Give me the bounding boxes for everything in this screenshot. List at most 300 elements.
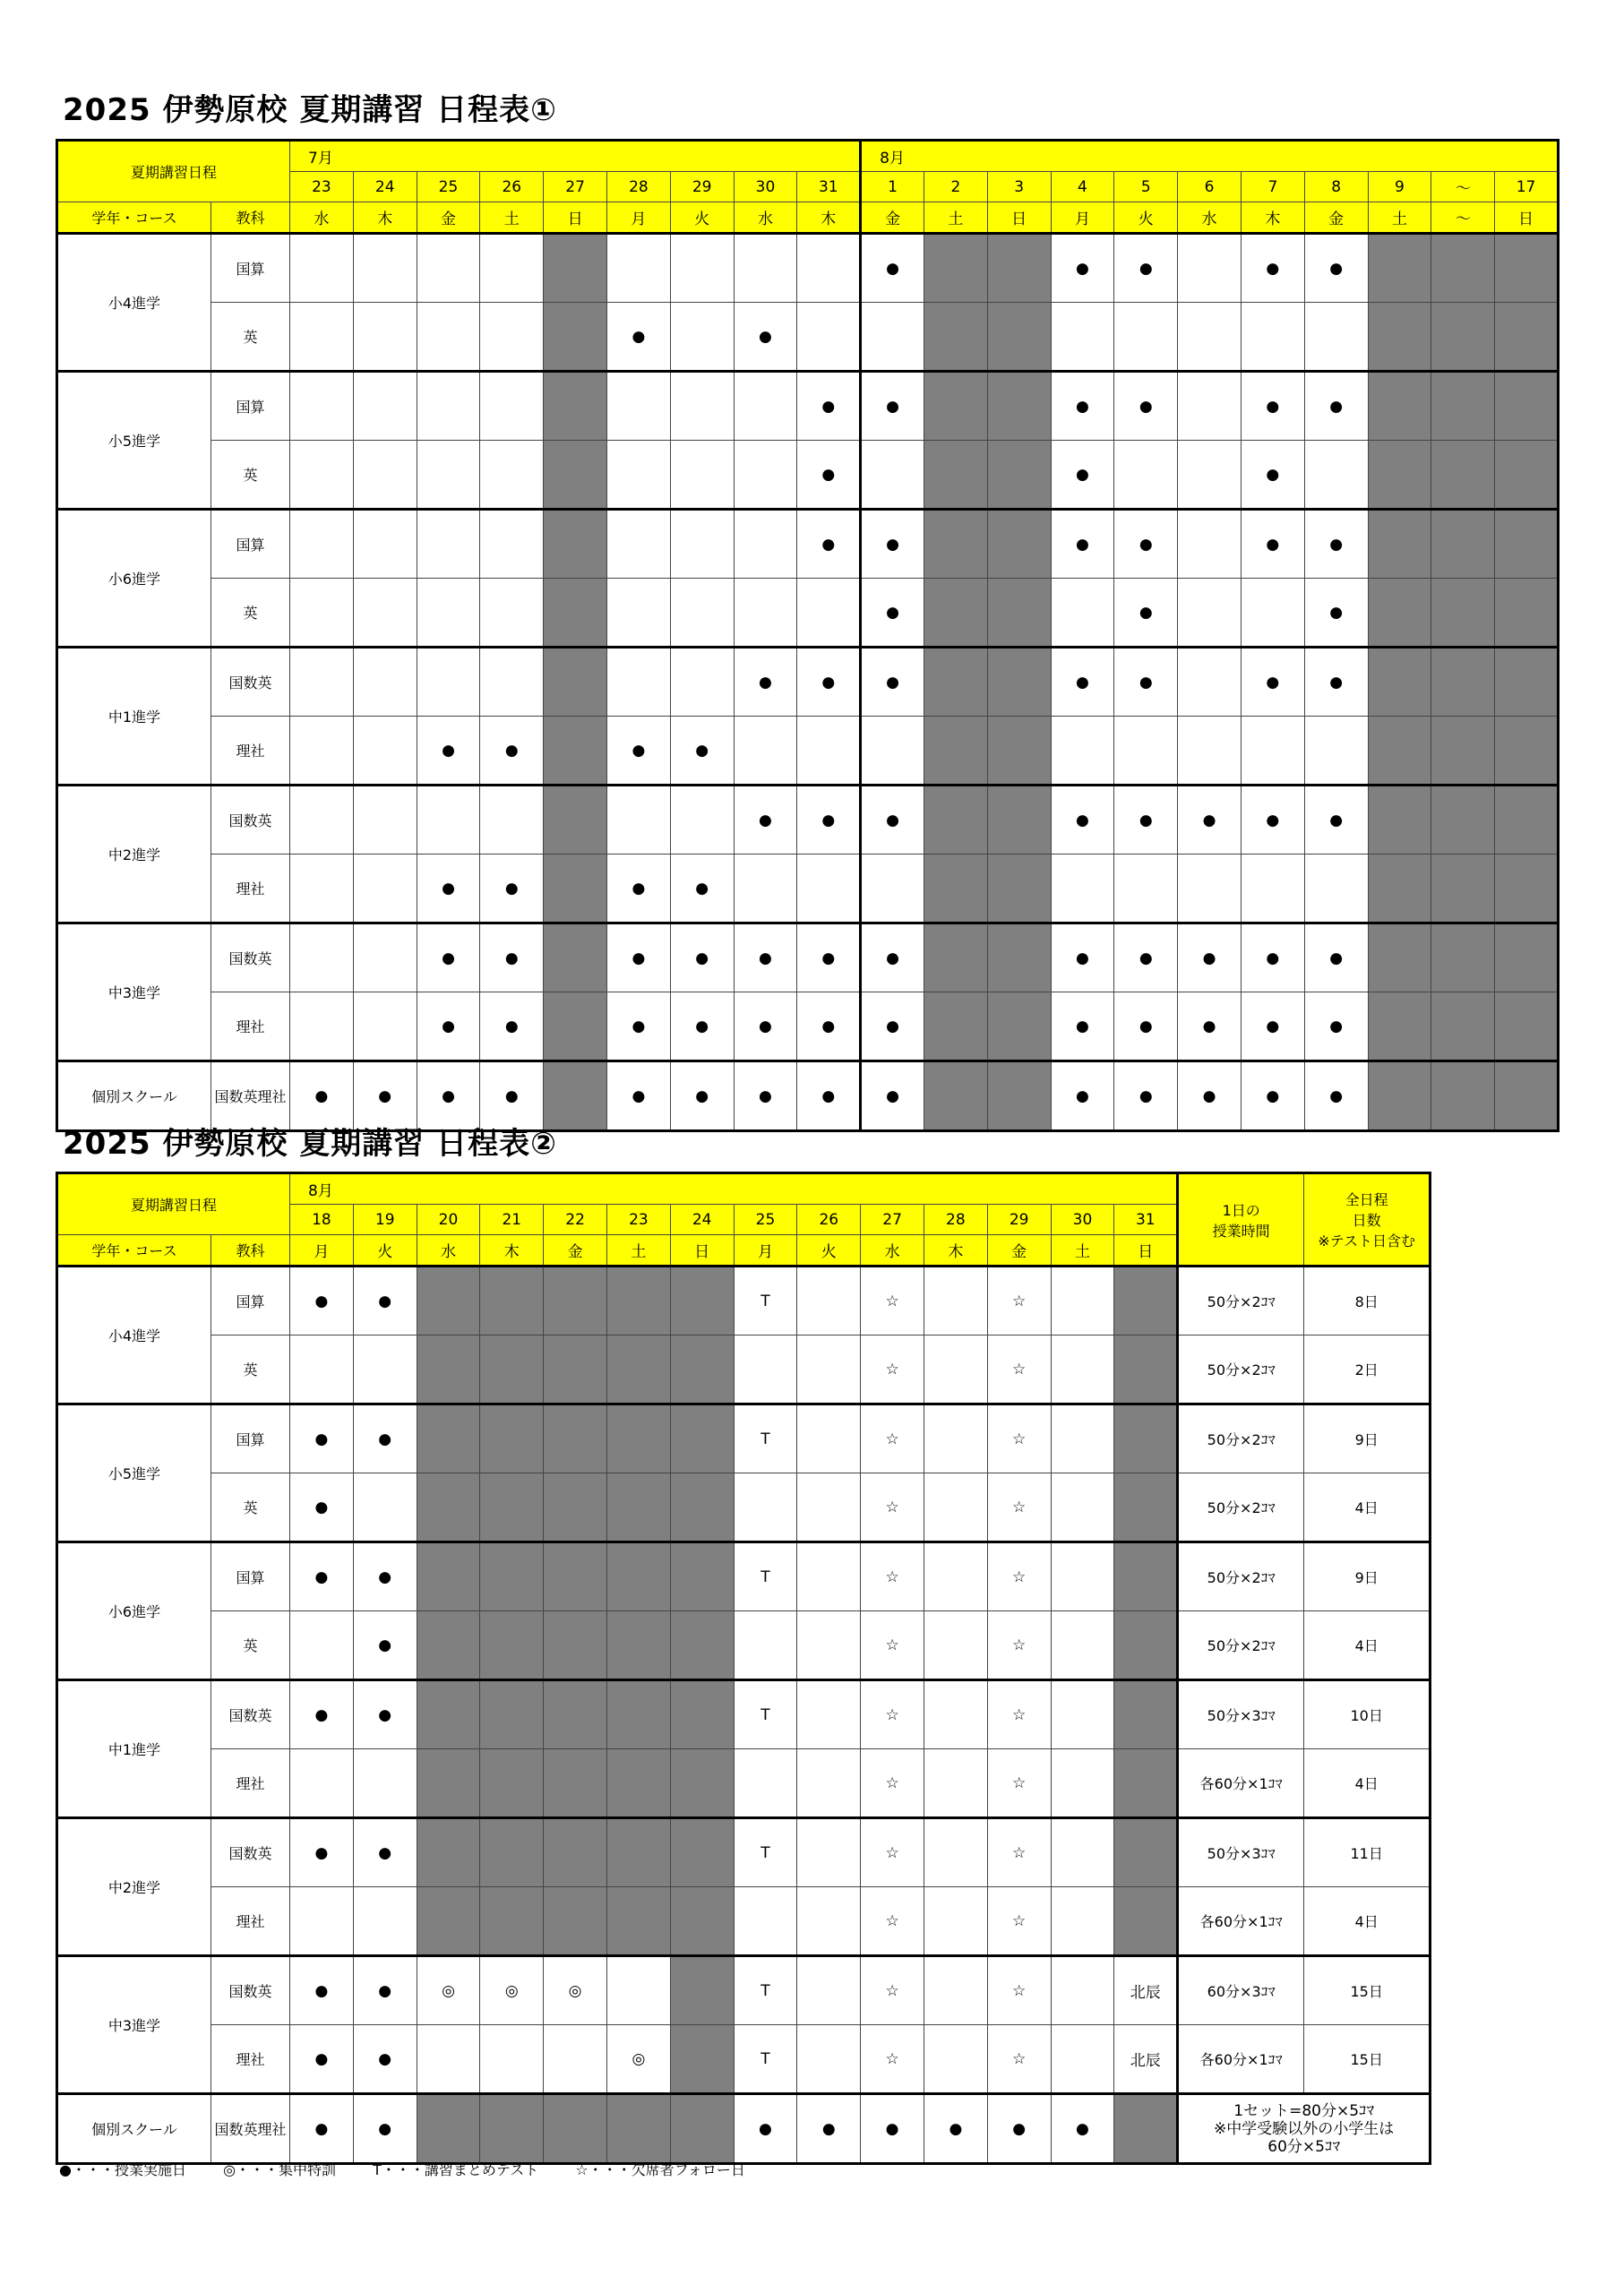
class-time: 50分×2ｺﾏ <box>1178 1267 1304 1335</box>
weekday: 日 <box>1114 1235 1178 1267</box>
closed-day-cell <box>924 303 987 372</box>
schedule-mark: ◎ <box>606 2025 670 2094</box>
schedule-mark: ● <box>797 2094 861 2164</box>
closed-day-cell <box>1495 855 1559 923</box>
schedule-cell <box>670 372 734 441</box>
weekday: 木 <box>1241 202 1304 234</box>
closed-day-cell <box>924 510 987 579</box>
schedule-cell <box>797 1335 861 1404</box>
closed-day-cell <box>1495 372 1559 441</box>
closed-day-cell <box>1431 648 1495 717</box>
schedule-mark: ● <box>1051 648 1114 717</box>
schedule-mark: ● <box>606 992 670 1061</box>
schedule-mark: ☆ <box>987 1956 1051 2025</box>
schedule-mark: ● <box>1051 923 1114 992</box>
schedule-cell <box>797 1404 861 1473</box>
closed-day-cell <box>606 1404 670 1473</box>
weekday: 月 <box>606 202 670 234</box>
closed-day-cell <box>1368 441 1431 510</box>
schedule-cell <box>734 1887 797 1956</box>
schedule-label: 夏期講習日程 <box>57 141 290 202</box>
class-time: 各60分×1ｺﾏ <box>1178 2025 1304 2094</box>
day-number: 27 <box>861 1205 924 1235</box>
day-number: 25 <box>417 172 480 202</box>
closed-day-cell <box>1368 923 1431 992</box>
schedule-cell <box>353 992 417 1061</box>
closed-day-cell <box>544 1542 607 1611</box>
total-days: 4日 <box>1304 1887 1431 1956</box>
schedule-cell <box>1051 1542 1114 1611</box>
schedule-mark: ● <box>353 1611 417 1680</box>
schedule-cell <box>1304 441 1368 510</box>
schedule-cell <box>1051 1956 1114 2025</box>
schedule-cell <box>797 1818 861 1887</box>
schedule-mark: ● <box>606 855 670 923</box>
closed-day-cell <box>1431 992 1495 1061</box>
schedule-cell <box>290 510 354 579</box>
schedule-cell <box>734 1749 797 1818</box>
day-number: 28 <box>924 1205 987 1235</box>
schedule-mark: 北辰 <box>1114 2025 1178 2094</box>
day-number: 18 <box>290 1205 354 1235</box>
subject-label: 理社 <box>211 992 290 1061</box>
schedule-mark: ● <box>1051 510 1114 579</box>
closed-day-cell <box>924 579 987 648</box>
schedule-cell <box>1178 234 1242 303</box>
schedule-mark: ● <box>861 923 924 992</box>
closed-day-cell <box>987 1061 1051 1131</box>
month-label: 8月 <box>290 1173 1178 1205</box>
schedule-cell <box>353 579 417 648</box>
closed-day-cell <box>1114 1887 1178 1956</box>
closed-day-cell <box>987 648 1051 717</box>
schedule-cell <box>734 372 797 441</box>
subject-label: 国算 <box>211 372 290 441</box>
schedule-cell <box>606 1956 670 2025</box>
schedule-mark: ☆ <box>987 2025 1051 2094</box>
closed-day-cell <box>924 855 987 923</box>
closed-day-cell <box>544 510 607 579</box>
closed-day-cell <box>1368 372 1431 441</box>
subject-label: 国算 <box>211 1404 290 1473</box>
schedule-cell <box>1178 441 1242 510</box>
schedule-mark: T <box>734 1818 797 1887</box>
schedule-cell <box>924 1404 987 1473</box>
closed-day-cell <box>480 1749 544 1818</box>
schedule-cell <box>734 441 797 510</box>
schedule-mark: ☆ <box>861 1818 924 1887</box>
schedule-cell <box>797 717 861 786</box>
closed-day-cell <box>544 579 607 648</box>
schedule-mark: ● <box>1114 372 1178 441</box>
schedule-mark: ● <box>734 648 797 717</box>
closed-day-cell <box>1495 1061 1559 1131</box>
day-number: 4 <box>1051 172 1114 202</box>
closed-day-cell <box>924 648 987 717</box>
weekday: 水 <box>417 1235 480 1267</box>
schedule-cell <box>417 372 480 441</box>
closed-day-cell <box>1495 303 1559 372</box>
schedule-cell <box>290 992 354 1061</box>
schedule-mark: ● <box>353 1061 417 1131</box>
schedule-cell <box>734 1473 797 1542</box>
subject-label: 国数英 <box>211 923 290 992</box>
schedule-table-2 <box>56 1172 1431 2165</box>
closed-day-cell <box>606 2094 670 2164</box>
schedule-cell <box>353 441 417 510</box>
schedule-mark: ● <box>734 2094 797 2164</box>
schedule-mark: ☆ <box>861 1611 924 1680</box>
schedule-cell <box>353 234 417 303</box>
schedule-mark: ● <box>1114 510 1178 579</box>
schedule-mark: ● <box>861 510 924 579</box>
class-time: 50分×2ｺﾏ <box>1178 1611 1304 1680</box>
schedule-cell <box>480 579 544 648</box>
schedule-cell <box>353 1749 417 1818</box>
closed-day-cell <box>1431 372 1495 441</box>
schedule-cell <box>924 1267 987 1335</box>
schedule-cell <box>1114 441 1178 510</box>
closed-day-cell <box>544 1267 607 1335</box>
day-number: 30 <box>1051 1205 1114 1235</box>
schedule-cell <box>353 1335 417 1404</box>
schedule-mark: ☆ <box>861 1473 924 1542</box>
class-time: 各60分×1ｺﾏ <box>1178 1887 1304 1956</box>
class-time: 50分×2ｺﾏ <box>1178 1473 1304 1542</box>
closed-day-cell <box>480 1818 544 1887</box>
day-number: 1 <box>861 172 924 202</box>
schedule-mark: ● <box>290 1473 354 1542</box>
schedule-mark: ● <box>353 1956 417 2025</box>
closed-day-cell <box>924 234 987 303</box>
schedule-cell <box>290 1611 354 1680</box>
schedule-cell <box>417 2025 480 2094</box>
schedule-cell <box>353 648 417 717</box>
schedule-cell <box>290 1335 354 1404</box>
schedule-cell <box>417 579 480 648</box>
closed-day-cell <box>606 1680 670 1749</box>
schedule-mark: ● <box>1051 1061 1114 1131</box>
weekday: 水 <box>861 1235 924 1267</box>
schedule-mark: ● <box>290 1267 354 1335</box>
closed-day-cell <box>1495 234 1559 303</box>
schedule-mark: ☆ <box>987 1611 1051 1680</box>
grade-course-header: 学年・コース <box>57 1235 211 1267</box>
schedule-mark: T <box>734 1680 797 1749</box>
grade-label: 小6進学 <box>57 510 211 648</box>
subject-label: 英 <box>211 1335 290 1404</box>
closed-day-cell <box>1368 234 1431 303</box>
closed-day-cell <box>1114 1680 1178 1749</box>
total-days: 15日 <box>1304 1956 1431 2025</box>
weekday: 水 <box>290 202 354 234</box>
schedule-cell <box>290 923 354 992</box>
weekday: 木 <box>797 202 861 234</box>
schedule-mark: ☆ <box>987 1335 1051 1404</box>
day-number: 28 <box>606 172 670 202</box>
schedule-cell <box>797 579 861 648</box>
grade-label: 中1進学 <box>57 1680 211 1818</box>
closed-day-cell <box>544 1887 607 1956</box>
schedule-cell <box>290 648 354 717</box>
schedule-cell <box>290 441 354 510</box>
day-number: 2 <box>924 172 987 202</box>
closed-day-cell <box>1431 303 1495 372</box>
day-number: 24 <box>670 1205 734 1235</box>
closed-day-cell <box>1114 1818 1178 1887</box>
schedule-mark: ● <box>670 923 734 992</box>
schedule-mark: ● <box>861 786 924 855</box>
schedule-label: 夏期講習日程 <box>57 1173 290 1235</box>
weekday: 月 <box>290 1235 354 1267</box>
schedule-mark: ● <box>797 992 861 1061</box>
schedule-cell <box>480 2025 544 2094</box>
closed-day-cell <box>417 1749 480 1818</box>
schedule-cell <box>1114 855 1178 923</box>
schedule-cell <box>353 1887 417 1956</box>
closed-day-cell <box>1495 510 1559 579</box>
schedule-mark: ● <box>924 2094 987 2164</box>
schedule-cell <box>670 234 734 303</box>
weekday: 金 <box>417 202 480 234</box>
schedule-mark: ● <box>480 717 544 786</box>
schedule-mark: ☆ <box>861 1404 924 1473</box>
closed-day-cell <box>417 1611 480 1680</box>
schedule-cell <box>924 1818 987 1887</box>
schedule-mark: ● <box>1051 786 1114 855</box>
schedule-mark: ● <box>417 923 480 992</box>
closed-day-cell <box>606 1749 670 1818</box>
day-number: 5 <box>1114 172 1178 202</box>
schedule-mark: ● <box>290 1818 354 1887</box>
closed-day-cell <box>1368 786 1431 855</box>
schedule-mark: ● <box>1241 1061 1304 1131</box>
total-days: 9日 <box>1304 1404 1431 1473</box>
subject-header: 教科 <box>211 1235 290 1267</box>
total-days: 10日 <box>1304 1680 1431 1749</box>
subject-label: 英 <box>211 1611 290 1680</box>
schedule-mark: ● <box>1241 372 1304 441</box>
schedule-mark: ● <box>290 1404 354 1473</box>
closed-day-cell <box>1368 1061 1431 1131</box>
closed-day-cell <box>544 717 607 786</box>
schedule-cell <box>290 303 354 372</box>
subject-label: 国数英理社 <box>211 1061 290 1131</box>
closed-day-cell <box>670 1611 734 1680</box>
day-number: 31 <box>1114 1205 1178 1235</box>
day-number: 7 <box>1241 172 1304 202</box>
weekday: 火 <box>670 202 734 234</box>
grade-label: 小4進学 <box>57 234 211 372</box>
schedule-cell <box>670 441 734 510</box>
schedule-mark: ● <box>480 855 544 923</box>
closed-day-cell <box>606 1542 670 1611</box>
schedule-mark: ● <box>797 786 861 855</box>
weekday: 日 <box>670 1235 734 1267</box>
schedule-cell <box>480 441 544 510</box>
weekday: 金 <box>1304 202 1368 234</box>
schedule-mark: ● <box>1304 234 1368 303</box>
closed-day-cell <box>670 2094 734 2164</box>
closed-day-cell <box>1368 303 1431 372</box>
closed-day-cell <box>987 510 1051 579</box>
class-time: 50分×3ｺﾏ <box>1178 1818 1304 1887</box>
closed-day-cell <box>670 1404 734 1473</box>
closed-day-cell <box>1114 1267 1178 1335</box>
closed-day-cell <box>1431 234 1495 303</box>
schedule-cell <box>1051 1749 1114 1818</box>
schedule-cell <box>606 786 670 855</box>
subject-label: 英 <box>211 579 290 648</box>
schedule-mark: ● <box>797 648 861 717</box>
closed-day-cell <box>1114 1335 1178 1404</box>
closed-day-cell <box>417 1335 480 1404</box>
grade-course-header: 学年・コース <box>57 202 211 234</box>
schedule-cell <box>861 855 924 923</box>
schedule-cell <box>797 1611 861 1680</box>
weekday: 金 <box>861 202 924 234</box>
subject-label: 国数英 <box>211 1818 290 1887</box>
weekday: 土 <box>606 1235 670 1267</box>
schedule-cell <box>797 1473 861 1542</box>
weekday: 火 <box>1114 202 1178 234</box>
schedule-mark: ● <box>480 1061 544 1131</box>
closed-day-cell <box>1431 855 1495 923</box>
schedule-mark: ● <box>417 1061 480 1131</box>
schedule-cell <box>1051 1887 1114 1956</box>
weekday: 水 <box>1178 202 1242 234</box>
closed-day-cell <box>1495 441 1559 510</box>
grade-label: 小5進学 <box>57 1404 211 1542</box>
grade-label: 中3進学 <box>57 1956 211 2094</box>
schedule-cell <box>1114 303 1178 372</box>
schedule-mark: ● <box>417 717 480 786</box>
closed-day-cell <box>670 1680 734 1749</box>
closed-day-cell <box>987 579 1051 648</box>
schedule-cell <box>480 234 544 303</box>
closed-day-cell <box>544 441 607 510</box>
schedule-mark: ● <box>606 1061 670 1131</box>
day-number: 27 <box>544 172 607 202</box>
subject-label: 理社 <box>211 1749 290 1818</box>
weekday: 金 <box>987 1235 1051 1267</box>
schedule-cell <box>290 372 354 441</box>
closed-day-cell <box>417 1473 480 1542</box>
schedule-cell <box>606 441 670 510</box>
schedule-cell <box>1051 1818 1114 1887</box>
schedule-cell <box>480 648 544 717</box>
schedule-mark: ◎ <box>544 1956 607 2025</box>
schedule-mark: ● <box>353 1267 417 1335</box>
closed-day-cell <box>544 234 607 303</box>
schedule-cell <box>1178 648 1242 717</box>
schedule-cell <box>1241 579 1304 648</box>
schedule-mark: ● <box>417 992 480 1061</box>
schedule-cell <box>1114 717 1178 786</box>
schedule-mark: ● <box>1114 1061 1178 1131</box>
schedule-mark: ● <box>797 923 861 992</box>
day-number: 31 <box>797 172 861 202</box>
closed-day-cell <box>1431 923 1495 992</box>
closed-day-cell <box>480 1542 544 1611</box>
schedule-mark: ◎ <box>417 1956 480 2025</box>
schedule-mark: ● <box>1241 786 1304 855</box>
schedule-mark: ☆ <box>861 1542 924 1611</box>
schedule-cell <box>353 303 417 372</box>
schedule-cell <box>1051 1473 1114 1542</box>
class-time: 50分×2ｺﾏ <box>1178 1335 1304 1404</box>
weekday: 金 <box>544 1235 607 1267</box>
closed-day-cell <box>1431 717 1495 786</box>
weekday: 木 <box>353 202 417 234</box>
closed-day-cell <box>417 1680 480 1749</box>
closed-day-cell <box>1368 855 1431 923</box>
closed-day-cell <box>1431 1061 1495 1131</box>
grade-label: 中2進学 <box>57 1818 211 1956</box>
schedule-mark: ● <box>797 1061 861 1131</box>
day-number: 21 <box>480 1205 544 1235</box>
closed-day-cell <box>606 1267 670 1335</box>
schedule-cell <box>290 234 354 303</box>
schedule-cell <box>1304 303 1368 372</box>
schedule-mark: ● <box>734 786 797 855</box>
schedule-mark: ● <box>1304 1061 1368 1131</box>
closed-day-cell <box>924 923 987 992</box>
total-days: 9日 <box>1304 1542 1431 1611</box>
closed-day-cell <box>1431 510 1495 579</box>
schedule-mark: ● <box>417 855 480 923</box>
schedule-cell <box>1304 717 1368 786</box>
closed-day-cell <box>1114 1542 1178 1611</box>
closed-day-cell <box>544 2094 607 2164</box>
day-number: 30 <box>734 172 797 202</box>
closed-day-cell <box>544 1818 607 1887</box>
schedule-cell <box>417 786 480 855</box>
weekday: 木 <box>924 1235 987 1267</box>
schedule-cell <box>670 786 734 855</box>
schedule-mark: ☆ <box>861 2025 924 2094</box>
month-label: 7月 <box>290 141 861 172</box>
schedule-mark: ☆ <box>861 1887 924 1956</box>
closed-day-cell <box>1368 510 1431 579</box>
weekday: 土 <box>480 202 544 234</box>
schedule-cell <box>353 717 417 786</box>
closed-day-cell <box>606 1611 670 1680</box>
closed-day-cell <box>544 1404 607 1473</box>
schedule-mark: ● <box>797 372 861 441</box>
schedule-cell <box>606 510 670 579</box>
schedule-cell <box>417 303 480 372</box>
closed-day-cell <box>480 1335 544 1404</box>
class-time-header: 1日の 授業時間 <box>1178 1173 1304 1267</box>
class-time: 50分×2ｺﾏ <box>1178 1404 1304 1473</box>
schedule-cell <box>797 1542 861 1611</box>
closed-day-cell <box>480 1473 544 1542</box>
closed-day-cell <box>670 1818 734 1887</box>
schedule-cell <box>290 1749 354 1818</box>
schedule-cell <box>1241 303 1304 372</box>
schedule-cell <box>924 1611 987 1680</box>
weekday: 火 <box>797 1235 861 1267</box>
schedule-mark: ● <box>1051 441 1114 510</box>
closed-day-cell <box>670 1956 734 2025</box>
schedule-cell <box>417 648 480 717</box>
closed-day-cell <box>987 992 1051 1061</box>
schedule-cell <box>797 303 861 372</box>
class-time-note: 1セット=80分×5ｺﾏ ※中学受験以外の小学生は 60分×5ｺﾏ <box>1178 2094 1431 2164</box>
grade-label: 個別スクール <box>57 2094 211 2164</box>
subject-label: 理社 <box>211 855 290 923</box>
